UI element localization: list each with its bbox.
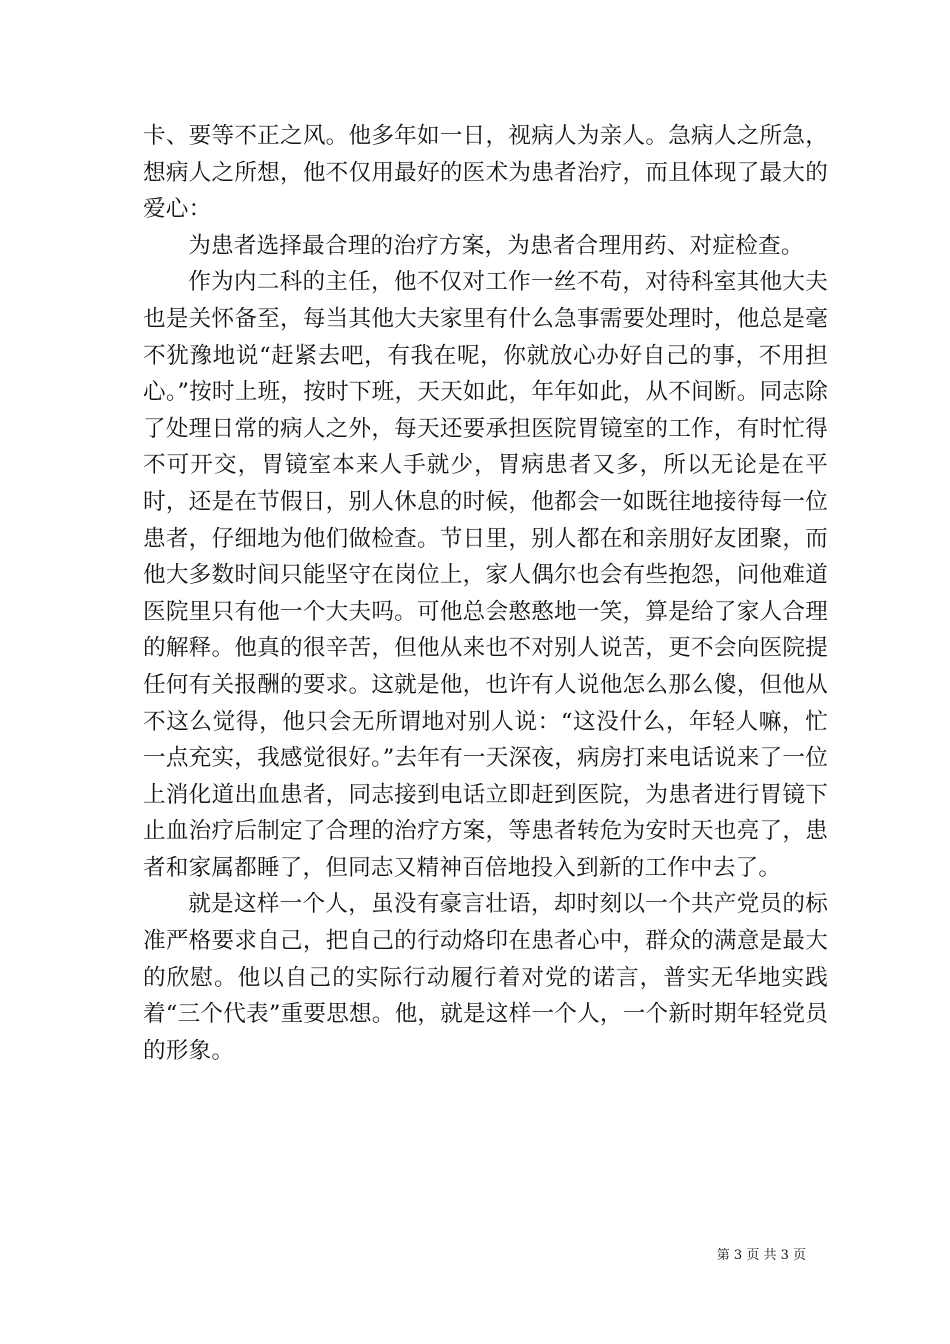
page-number: 第 3 页 共 3 页 bbox=[716, 1248, 806, 1263]
paragraph-1: 卡、要等不正之风。他多年如一日，视病人为亲人。急病人之所急，想病人之所想，他不仅用最好的医术为患者治疗，而且体现了最大的爱心： bbox=[143, 123, 828, 223]
paragraph-4: 就是这样一个人，虽没有豪言壮语，却时刻以一个共产党员的标准严格要求自己，把自己的行动烙印在患者心中，群众的满意是最大的欣慰。他以自己的实际行动履行着对党的诺言，普实无华地实践着“三个代表”重要思想。他，就是这样一个人，一个新时期年轻党员的形象。 bbox=[143, 891, 828, 1064]
document-body bbox=[143, 118, 828, 1069]
paragraph-2: 为患者选择最合理的治疗方案，为患者合理用药、对症检查。 bbox=[188, 232, 804, 259]
paragraph-3: 作为内二科的主任，他不仅对工作一丝不苟，对待科室其他大夫也是关怀备至，每当其他大夫家里有什么急事需要处理时，他总是毫不犹豫地说“赶紧去吧，有我在呢，你就放心办好自己的事，不用担心。”按时上班，按时下班，天天如此，年年如此，从不间断。同志除了处理日常的病人之外，每天还要承担医院胃镜室的工作，有时忙得不可开交，胃镜室本来人手就少，胃病患者又多，所以无论是在平时，还是在节假日，别人休息的时候，他都会一如既往地接待每一位患者，仔细地为他们做检查。节日里，别人都在和亲朋好友团聚，而他大多数时间只能坚守在岗位上，家人偶尔也会有些抱怨，问他难道医院里只有他一个大夫吗。可他总会憨憨地一笑，算是给了家人合理的解释。他真的很辛苦，但他从来也不对别人说苦，更不会向医院提任何有关报酬的要求。这就是他，也许有人说他怎么那么傻，但他从不这么觉得，他只会无所谓地对别人说：“这没什么，年轻人嘛，忙一点充实，我感觉很好。”去年有一天深夜，病房打来电话说来了一位上消化道出血患者，同志接到电话立即赶到医院，为患者进行胃镜下止血治疗后制定了合理的治疗方案，等患者转危为安时天也亮了，患者和家属都睡了，但同志又精神百倍地投入到新的工作中去了。 bbox=[143, 269, 828, 881]
